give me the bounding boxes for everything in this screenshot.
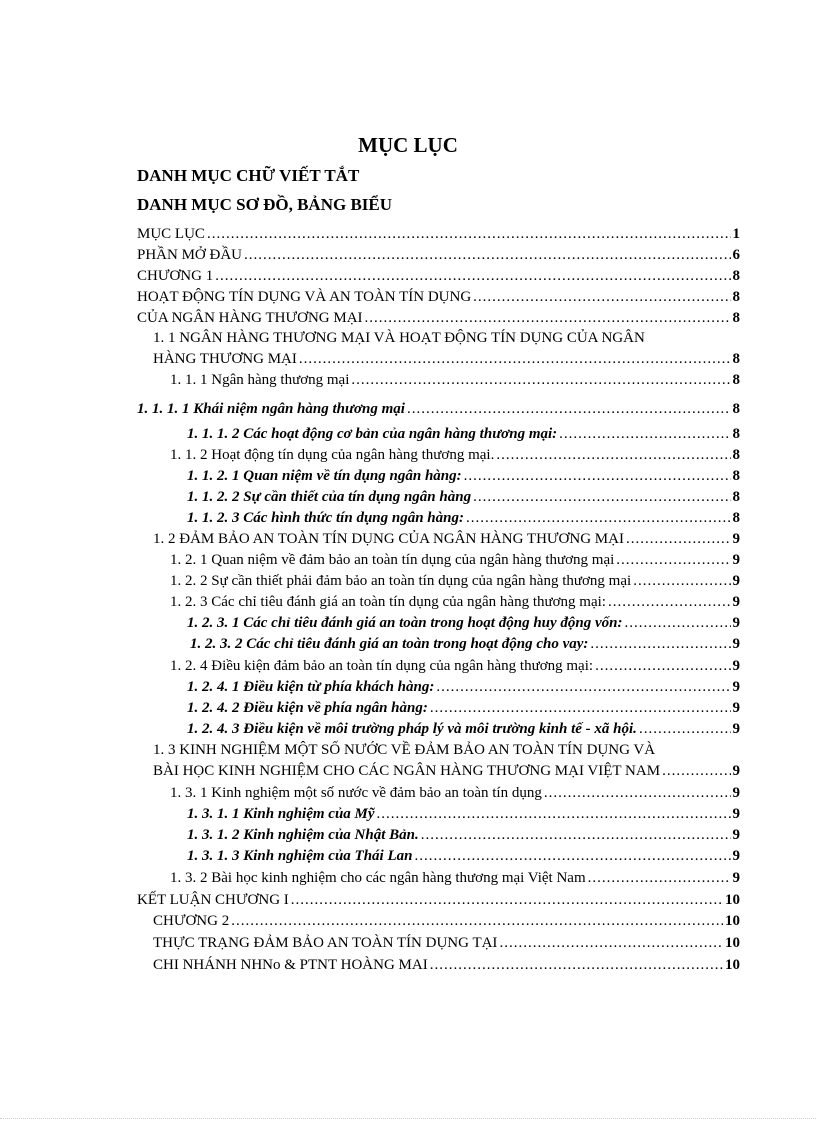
toc-entry[interactable]: MỤC LỤC ..... 1: [137, 224, 740, 245]
toc-entry[interactable]: CỦA NGÂN HÀNG THƯƠNG MẠI ..... 8: [137, 308, 740, 329]
toc-entry[interactable]: 1. 3. 1. 3 Kinh nghiệm của Thái Lan ..... 9: [187, 846, 740, 867]
toc-entry[interactable]: 1. 2. 4 Điều kiện đảm bảo an toàn tín dụng của ngân hàng thương mại: ..... 9: [170, 656, 740, 677]
toc-entry[interactable]: 1. 1. 2 Hoạt động tín dụng của ngân hàng thương mại. ..... 8: [170, 445, 740, 466]
toc-entry[interactable]: 1. 2. 3. 2 Các chỉ tiêu đánh giá an toàn trong hoạt động cho vay: ..... 9: [190, 634, 740, 655]
toc-entry[interactable]: 1. 1. 1 Ngân hàng thương mại ..... 8: [170, 370, 740, 391]
toc-entry[interactable]: 1. 3. 1. 2 Kinh nghiệm của Nhật Bản. ..... 9: [187, 825, 740, 846]
toc-entry[interactable]: CHI NHÁNH NHNo & PTNT HOÀNG MAI ..... 10: [153, 955, 740, 976]
toc-entry[interactable]: 1. 1. 2. 2 Sự cần thiết của tín dụng ngân hàng ..... 8: [187, 487, 740, 508]
page-title: MỤC LỤC: [358, 133, 458, 157]
toc-entry[interactable]: 1. 3. 1 Kinh nghiệm một số nước về đảm bảo an toàn tín dụng ..... 9: [170, 783, 740, 804]
toc-entry[interactable]: KẾT LUẬN CHƯƠNG I ..... 10: [137, 890, 740, 911]
toc-entry[interactable]: BÀI HỌC KINH NGHIỆM CHO CÁC NGÂN HÀNG THƯƠNG MẠI VIỆT NAM ..... 9: [153, 761, 740, 782]
subtitle-abbreviations: DANH MỤC CHỮ VIẾT TẮT: [137, 166, 360, 185]
toc-entry[interactable]: 1. 2. 2 Sự cần thiết phải đảm bảo an toàn tín dụng của ngân hàng thương mại ..... 9: [170, 571, 740, 592]
toc-entry[interactable]: CHƯƠNG 2 ..... 10: [153, 911, 740, 932]
toc-entry[interactable]: 1. 3. 2 Bài học kinh nghiệm cho các ngân hàng thương mại Việt Nam ..... 9: [170, 868, 740, 889]
toc-entry[interactable]: 1. 3. 1. 1 Kinh nghiệm của Mỹ ..... 9: [187, 804, 740, 825]
toc-entry[interactable]: 1. 1. 2. 1 Quan niệm về tín dụng ngân hàng: ..... 8: [187, 466, 740, 487]
toc-entry[interactable]: THỰC TRẠNG ĐẢM BẢO AN TOÀN TÍN DỤNG TẠI ..... 10: [153, 933, 740, 954]
toc-entry-line1[interactable]: 1. 3 KINH NGHIỆM MỘT SỐ NƯỚC VỀ ĐẢM BẢO AN TOÀN TÍN DỤNG VÀ: [153, 742, 656, 758]
toc-entry[interactable]: PHẦN MỞ ĐẦU ..... 6: [137, 245, 740, 266]
toc-entry[interactable]: 1. 2. 4. 1 Điều kiện từ phía khách hàng: ..... 9: [187, 677, 740, 698]
subtitle-diagrams-tables: DANH MỤC SƠ ĐỒ, BẢNG BIỂU: [137, 195, 393, 214]
toc-entry[interactable]: 1. 2. 4. 3 Điều kiện về môi trường pháp lý và môi trường kinh tế - xã hội. ..... 9: [187, 719, 740, 740]
toc-entry[interactable]: 1. 2. 1 Quan niệm về đảm bảo an toàn tín dụng của ngân hàng thương mại ..... 9: [170, 550, 740, 571]
toc-entry[interactable]: 1. 2. 4. 2 Điều kiện về phía ngân hàng: ..... 9: [187, 698, 740, 719]
toc-entry[interactable]: 1. 2. 3 Các chỉ tiêu đánh giá an toàn tín dụng của ngân hàng thương mại: ..... 9: [170, 592, 740, 613]
toc-entry[interactable]: CHƯƠNG 1 ..... 8: [137, 266, 740, 287]
toc-entry-line1[interactable]: 1. 1 NGÂN HÀNG THƯƠNG MẠI VÀ HOẠT ĐỘNG TÍN DỤNG CỦA NGÂN: [153, 330, 645, 346]
toc-entry[interactable]: 1. 2. 3. 1 Các chỉ tiêu đánh giá an toàn trong hoạt động huy động vốn: ..... 9: [187, 613, 740, 634]
page-bottom-border: [0, 1118, 816, 1119]
toc-entry[interactable]: 1. 1. 1. 2 Các hoạt động cơ bản của ngân hàng thương mại: ..... 8: [187, 424, 740, 445]
toc-entry[interactable]: 1. 1. 1. 1 Khái niệm ngân hàng thương mại ..... 8: [137, 391, 740, 420]
toc-entry[interactable]: 1. 1. 2. 3 Các hình thức tín dụng ngân hàng: ..... 8: [187, 508, 740, 529]
toc-entry[interactable]: 1. 2 ĐẢM BẢO AN TOÀN TÍN DỤNG CỦA NGÂN HÀNG THƯƠNG MẠI ..... 9: [153, 529, 740, 550]
toc-entry[interactable]: HÀNG THƯƠNG MẠI ..... 8: [153, 349, 740, 370]
toc-entry[interactable]: HOẠT ĐỘNG TÍN DỤNG VÀ AN TOÀN TÍN DỤNG ..... 8: [137, 287, 740, 308]
